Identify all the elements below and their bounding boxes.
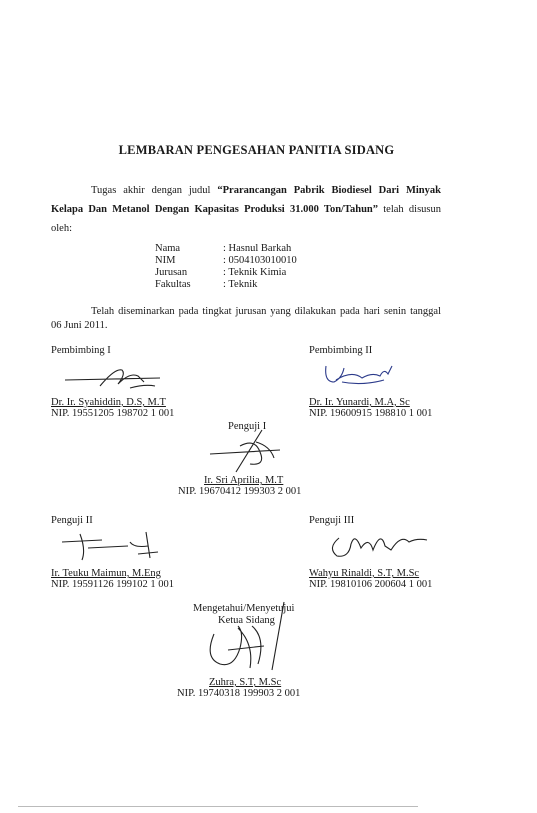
signature-mark xyxy=(322,360,402,390)
info-row-fakultas xyxy=(155,279,297,291)
signature-mark xyxy=(194,598,294,682)
signature-mark xyxy=(325,524,435,564)
ketua-name: Zuhra, S.T, M.Sc xyxy=(209,677,282,688)
pembimbing1-role: Pembimbing I xyxy=(51,345,111,356)
ketua-signature xyxy=(194,598,294,687)
penguji2-role: Penguji II xyxy=(51,515,93,526)
page-title: LEMBARAN PENGESAHAN PANITIA SIDANG xyxy=(118,143,395,157)
info-value: : 0504103010010 xyxy=(223,255,297,266)
info-label: Nama xyxy=(155,243,181,254)
info-label: NIM xyxy=(155,255,176,266)
penguji3-name: Wahyu Rinaldi, S.T, M.Sc xyxy=(309,568,420,579)
footer-line xyxy=(18,806,418,807)
info-row-nama xyxy=(155,243,297,255)
penguji1-nip: NIP. 19670412 199303 2 001 xyxy=(178,486,302,497)
penguji1-name: Ir. Sri Aprilia, M.T xyxy=(204,475,284,486)
pembimbing1-name: Dr. Ir. Syahiddin, D.S, M.T xyxy=(51,397,166,408)
pembimbing1-nip: NIP. 19551205 198702 1 001 xyxy=(51,408,175,419)
info-label: Fakultas xyxy=(155,279,191,290)
student-info xyxy=(155,243,297,291)
penguji3-nip: NIP. 19810106 200604 1 001 xyxy=(309,579,433,590)
info-row-jurusan xyxy=(155,267,297,279)
info-value: : Teknik Kimia xyxy=(223,267,287,278)
intro-prefix: Tugas akhir dengan judul xyxy=(91,185,218,196)
info-row-nim xyxy=(155,255,297,267)
signature-mark xyxy=(200,428,290,476)
pembimbing2-name: Dr. Ir. Yunardi, M.A, Sc xyxy=(309,397,410,408)
penguji2-name: Ir. Teuku Maimun, M.Eng xyxy=(51,568,161,579)
ketua-nip: NIP. 19740318 199903 2 001 xyxy=(177,688,301,699)
info-value: : Hasnul Barkah xyxy=(223,243,292,254)
thesis-title: “Prarancangan Pabrik Biodiesel Dari Minyak Kelapa Dan Metanol Dengan Kapasitas Produksi 31.000 Ton/Tahun” xyxy=(51,185,441,215)
info-value: : Teknik xyxy=(223,279,258,290)
info-label: Jurusan xyxy=(155,267,188,278)
penguji1-role: Penguji I xyxy=(228,421,267,432)
ketua-role-line2: Ketua Sidang xyxy=(218,615,275,626)
pembimbing2-signature xyxy=(322,360,402,395)
pembimbing2-role: Pembimbing II xyxy=(309,345,373,356)
signature-mark xyxy=(60,364,180,392)
penguji2-signature xyxy=(58,528,168,569)
pembimbing1-signature xyxy=(60,364,180,397)
pembimbing2-nip: NIP. 19600915 198810 1 001 xyxy=(309,408,433,419)
penguji3-role: Penguji III xyxy=(309,515,355,526)
signature-mark xyxy=(58,528,168,564)
penguji2-nip: NIP. 19591126 199102 1 001 xyxy=(51,579,174,590)
penguji3-signature xyxy=(325,524,435,569)
ketua-role-line1: Mengetahui/Menyetujui xyxy=(193,603,295,614)
intro-suffix: telah disusun oleh: xyxy=(51,204,442,234)
seminar-paragraph: Telah diseminarkan pada tingkat jurusan yang dilakukan pada hari senin tanggal 06 Juni 2011. xyxy=(51,306,441,331)
intro-paragraph xyxy=(51,181,441,238)
